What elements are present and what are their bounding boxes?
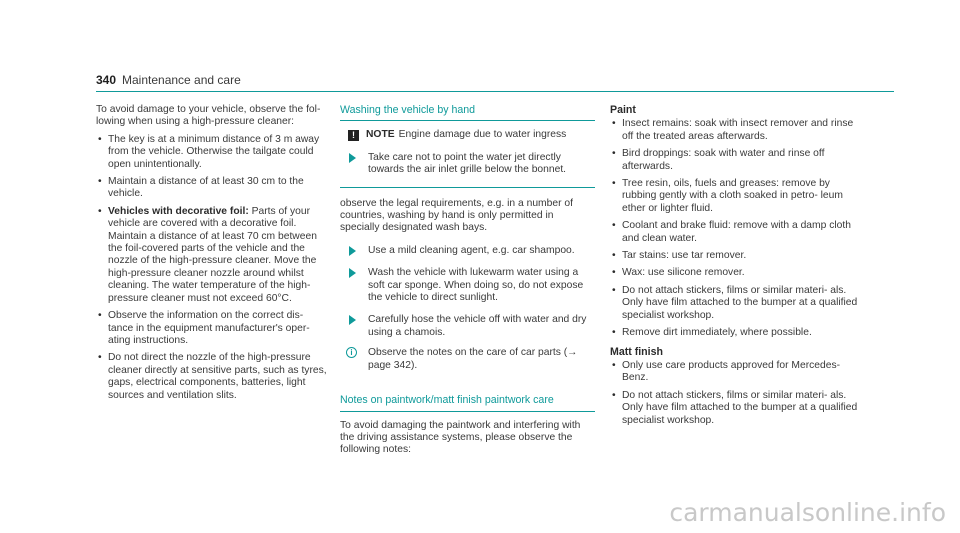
list-item xyxy=(610,360,860,385)
paintwork-paragraph: To avoid damaging the paintwork and interfering with the driving assistance systems, please observe the following notes: xyxy=(340,419,581,456)
heading-paintwork-care: Notes on paintwork/matt finish paintwork care xyxy=(340,394,595,411)
list-item-text: Do not attach stickers, films or similar materi- als. Only have film attached to the bumper at a qualified specialist workshop. xyxy=(622,284,858,321)
action-text: Carefully hose the vehicle off with water and dry using a chamois. xyxy=(368,314,587,338)
matt-list xyxy=(610,360,860,427)
list-item-text: Remove dirt immediately, where possible. xyxy=(622,327,812,339)
arrow-right-icon xyxy=(349,246,356,256)
list-item xyxy=(610,267,860,279)
legal-paragraph: observe the legal requirements, e.g. in a number of countries, washing by hand is only permitted in specially designated wash bays. xyxy=(340,197,573,234)
note-label: NOTE xyxy=(366,129,395,141)
list-item xyxy=(610,327,860,339)
arrow-right-icon xyxy=(349,153,356,163)
warning-icon: ! xyxy=(348,130,359,141)
list-item xyxy=(610,250,860,262)
intro-text: To avoid damage to your vehicle, observe the fol- lowing when using a high-pressure cleaner: xyxy=(96,104,321,128)
list-item-text: Tar stains: use tar remover. xyxy=(622,250,747,262)
action-step xyxy=(340,267,595,304)
info-note xyxy=(340,347,595,372)
column-high-pressure xyxy=(96,104,328,402)
list-item-text: Wax: use silicone remover. xyxy=(622,267,745,279)
list-item-text: Coolant and brake fluid: remove with a damp cloth and clean water. xyxy=(622,220,851,244)
page-number: 340 xyxy=(96,73,117,87)
list-item-text: Insect remains: soak with insect remover and rinse off the treated areas afterwards. xyxy=(622,118,854,142)
heading-paint: Paint xyxy=(610,104,636,116)
list-item-text: Maintain a distance of at least 30 cm to the vehicle. xyxy=(108,176,304,200)
arrow-right-icon xyxy=(349,268,356,278)
list-item xyxy=(96,310,328,347)
action-step xyxy=(340,314,595,339)
list-item-text: Do not direct the nozzle of the high-pressure cleaner directly at sensitive parts, such as tyres, gaps, electrical components, batteries, light sources and ventilation slits. xyxy=(108,352,327,401)
list-item xyxy=(96,134,328,171)
action-text: Use a mild cleaning agent, e.g. car shampoo. xyxy=(368,244,575,256)
action-text: Wash the vehicle with lukewarm water using a soft car sponge. When doing so, do not expose the vehicle to direct sunlight. xyxy=(368,267,584,304)
list-item xyxy=(96,352,328,402)
heading-matt-finish: Matt finish xyxy=(610,345,663,358)
list-item xyxy=(96,206,328,305)
paint-list xyxy=(610,118,860,339)
list-item xyxy=(610,285,860,322)
column-washing xyxy=(340,104,595,457)
heading-washing-by-hand: Washing the vehicle by hand xyxy=(340,104,595,121)
info-icon: i xyxy=(346,347,357,358)
info-text: Observe the notes on the care of car parts (→ page 342). xyxy=(368,347,578,371)
note-action-text: Take care not to point the water jet directly towards the air inlet grille below the bonnet. xyxy=(368,151,567,176)
list-item-text: The key is at a minimum distance of 3 m away from the vehicle. Otherwise the tailgate could open unintentionally. xyxy=(108,133,320,170)
list-item xyxy=(610,390,860,427)
action-step xyxy=(340,245,595,257)
list-item xyxy=(610,220,860,245)
column-paint xyxy=(610,104,860,427)
note-action xyxy=(340,152,595,177)
list-item xyxy=(96,176,328,201)
watermark: carmanualsonline.info xyxy=(669,498,946,527)
list-item-text: Bird droppings: soak with water and rinse off afterwards. xyxy=(622,148,825,172)
list-item-text: Observe the information on the correct dis- tance in the equipment manufacturer's oper- ating instructions. xyxy=(108,310,310,346)
note-title-line xyxy=(340,129,595,141)
list-item xyxy=(610,178,860,215)
high-pressure-list xyxy=(96,134,328,402)
list-item-text: Do not attach stickers, films or similar materi- als. Only have film attached to the bumper at a qualified specialist workshop. xyxy=(622,389,858,426)
note-title: Engine damage due to water ingress xyxy=(398,129,567,141)
list-item-lead: Vehicles with decorative foil: xyxy=(108,205,249,217)
list-item-text: Tree resin, oils, fuels and greases: remove by rubbing gently with a cloth soaked in petro- leum ether or lighter fluid. xyxy=(622,178,843,214)
list-item-text: Parts of your vehicle are covered with a decorative foil. Maintain a distance of at least 70 cm between the foil-covered parts of the vehicle and the nozzle of the high-pressure cleaner. Move the high-pressure cleaner nozzle around whilst cleaning. The water temperature of the high- pressure cleaner must not exceed 60°C. xyxy=(108,205,317,304)
note-box xyxy=(340,129,595,187)
arrow-right-icon xyxy=(349,315,356,325)
page-header xyxy=(96,70,894,92)
list-item xyxy=(610,118,860,143)
section-title: Maintenance and care xyxy=(122,73,241,87)
list-item-text: Only use care products approved for Mercedes-Benz. xyxy=(622,359,841,384)
list-item xyxy=(610,148,860,173)
